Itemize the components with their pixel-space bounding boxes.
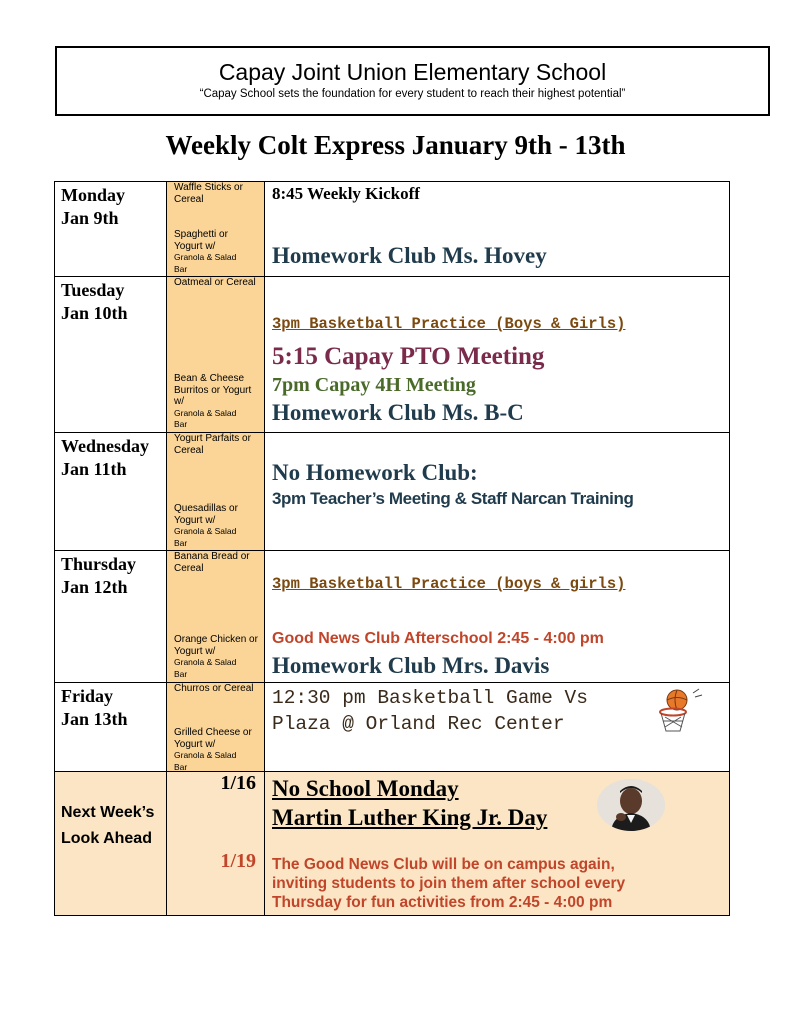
day-cell xyxy=(55,277,167,433)
day-cell xyxy=(55,683,167,772)
event-good-news-line2: inviting students to join them after school every xyxy=(272,875,626,892)
lunch-text-3: Bar xyxy=(174,537,188,548)
lunch-text: Bean & Cheese Burritos or Yogurt w/ xyxy=(174,373,252,407)
lunch-text: Grilled Cheese or Yogurt w/ xyxy=(174,727,252,750)
lunch-text-3: Bar xyxy=(174,263,188,274)
next-week-dates xyxy=(167,772,265,916)
day-cell xyxy=(55,182,167,277)
next-date-2: 1/19 xyxy=(220,850,256,872)
breakfast-text: Banana Bread or Cereal xyxy=(174,551,250,574)
lunch-text-2: Granola & Salad xyxy=(174,657,237,667)
day-date: Jan 10th xyxy=(61,303,128,323)
lunch-text-3: Bar xyxy=(174,761,188,772)
next-week-label-line2: Look Ahead xyxy=(61,830,152,847)
day-name: Wednesday xyxy=(61,436,150,456)
lunch-text-2: Granola & Salad xyxy=(174,407,237,418)
next-week-events xyxy=(265,772,730,916)
lunch-text: Spaghetti or Yogurt w/ xyxy=(174,229,228,252)
activity-game-line2: Plaza @ Orland Rec Center xyxy=(272,713,565,735)
activity-homework: Homework Club Mrs. Davis xyxy=(272,653,550,678)
event-good-news-line1: The Good News Club will be on campus again, xyxy=(272,856,615,873)
day-date: Jan 9th xyxy=(61,208,119,228)
event-mlk-day: Martin Luther King Jr. Day xyxy=(272,805,548,830)
table-row xyxy=(55,772,730,916)
basketball-hoop-icon xyxy=(653,687,705,739)
day-date: Jan 11th xyxy=(61,459,127,479)
schedule-table xyxy=(54,181,730,916)
activity-homework: Homework Club Ms. Hovey xyxy=(272,243,547,268)
next-date-1: 1/16 xyxy=(220,772,256,794)
table-row xyxy=(55,683,730,772)
day-cell xyxy=(55,551,167,683)
lunch-text-2: Granola & Salad xyxy=(174,750,237,760)
breakfast-text: Waffle Sticks or Cereal xyxy=(174,182,243,205)
menu-cell xyxy=(167,433,265,551)
activity-good-news-club: Good News Club Afterschool 2:45 - 4:00 pm xyxy=(272,630,604,647)
header-box xyxy=(55,46,770,116)
event-no-school: No School Monday xyxy=(272,776,459,801)
activity-basketball-practice: 3pm Basketball Practice (Boys & Girls) xyxy=(272,315,626,333)
day-name: Tuesday xyxy=(61,280,125,300)
menu-cell xyxy=(167,551,265,683)
portrait-photo xyxy=(597,779,665,831)
activity-kickoff: 8:45 Weekly Kickoff xyxy=(272,184,420,203)
lunch-text: Quesadillas or Yogurt w/ xyxy=(174,503,238,526)
activity-homework: Homework Club Ms. B-C xyxy=(272,400,524,425)
table-row xyxy=(55,551,730,683)
menu-cell xyxy=(167,182,265,277)
table-row xyxy=(55,277,730,433)
activity-no-homework: No Homework Club: xyxy=(272,460,478,485)
breakfast-text: Yogurt Parfaits or Cereal xyxy=(174,433,251,456)
next-week-label-line1: Next Week’s xyxy=(61,804,155,821)
lunch-text: Orange Chicken or Yogurt w/ xyxy=(174,634,258,657)
motto: “Capay School sets the foundation for every student to reach their highest potential” xyxy=(199,88,626,100)
lunch-text-3: Bar xyxy=(174,419,188,429)
table-row xyxy=(55,433,730,551)
activity-cell xyxy=(265,683,730,772)
event-good-news-line3: Thursday for fun activities from 2:45 - 4:00 pm xyxy=(272,894,613,911)
activity-teacher-meeting: 3pm Teacher’s Meeting & Staff Narcan Training xyxy=(272,489,634,508)
lunch-text-2: Granola & Salad xyxy=(174,252,237,262)
day-cell xyxy=(55,433,167,551)
school-name: Capay Joint Union Elementary School xyxy=(218,59,607,85)
activity-basketball-practice: 3pm Basketball Practice (boys & girls) xyxy=(272,575,626,593)
day-date: Jan 12th xyxy=(61,577,128,597)
day-date: Jan 13th xyxy=(61,709,128,729)
menu-cell xyxy=(167,277,265,433)
menu-cell xyxy=(167,683,265,772)
day-name: Friday xyxy=(61,686,113,706)
activity-cell xyxy=(265,277,730,433)
page-title: Weekly Colt Express January 9th - 13th xyxy=(165,130,626,160)
breakfast-text: Oatmeal or Cereal xyxy=(174,277,256,288)
table-row xyxy=(55,182,730,277)
activity-cell xyxy=(265,182,730,277)
day-name: Monday xyxy=(61,185,126,205)
activity-cell xyxy=(265,433,730,551)
activity-cell xyxy=(265,551,730,683)
activity-pto: 5:15 Capay PTO Meeting xyxy=(272,343,545,370)
lunch-text-2: Granola & Salad xyxy=(174,526,237,536)
lunch-text-3: Bar xyxy=(174,668,188,679)
activity-4h: 7pm Capay 4H Meeting xyxy=(272,374,476,396)
next-week-label xyxy=(55,772,167,916)
day-name: Thursday xyxy=(61,554,137,574)
activity-game-line1: 12:30 pm Basketball Game Vs xyxy=(272,687,588,709)
breakfast-text: Churros or Cereal xyxy=(174,683,254,694)
